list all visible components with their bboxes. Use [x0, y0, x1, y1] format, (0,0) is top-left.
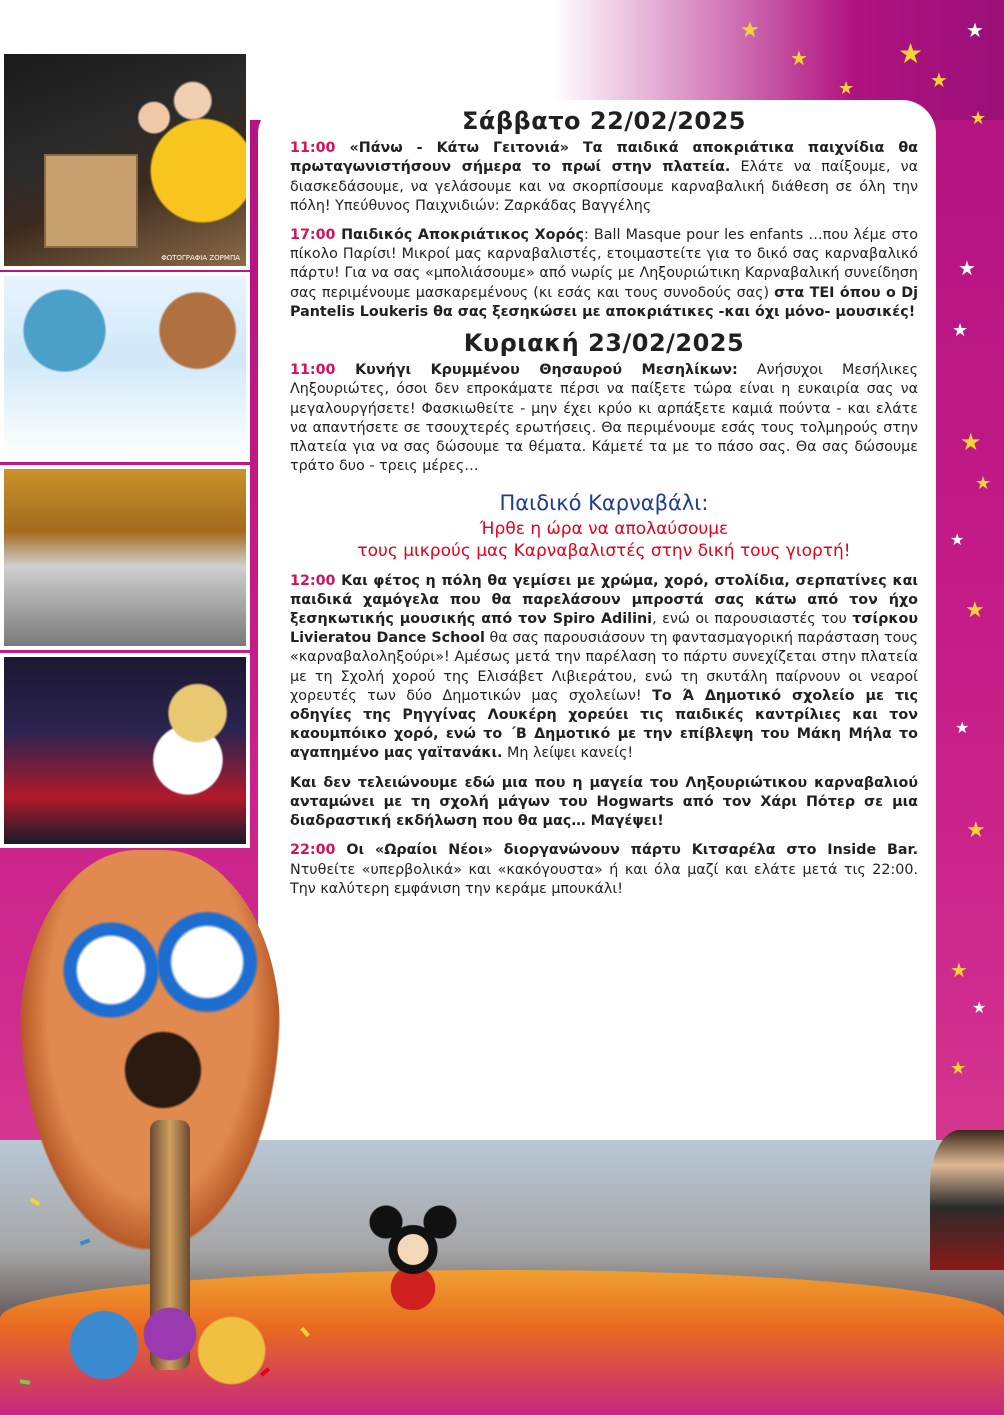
event-title: Παιδικός Αποκριάτικος Χορός	[335, 227, 584, 244]
mouse-mascot-figure	[368, 1200, 458, 1310]
photo-kids-painting	[0, 272, 250, 462]
star-icon: ★	[966, 818, 986, 843]
event-title: Οι «Ωραίοι Νέοι» διοργανώνουν πάρτυ Κιτσαρέλα στο Inside Bar.	[335, 842, 918, 859]
star-icon: ★	[950, 958, 968, 982]
star-icon: ★	[960, 428, 982, 456]
event-title: «Πάνω - Κάτω Γειτονιά» Τα παιδικά αποκριάτικα παιχνίδια θα πρωταγωνιστήσουν σήμερα το πρωί στην πλατεία.	[290, 140, 918, 176]
event-description: Ντυθείτε «υπερβολικά» και «κακόγουστα» ή και όλα μαζί και ελάτε μετά τις 22:00. Την καλύτερη εμφάνιση την κεράμε μπουκάλι!	[290, 861, 918, 897]
event-time: 22:00	[290, 842, 336, 859]
star-icon: ★	[975, 473, 992, 494]
event-title: Κυνήγι Κρυμμένου Θησαυρού Μεσηλίκων:	[335, 362, 738, 379]
star-icon: ★	[950, 1058, 967, 1079]
cardboard-box-image	[44, 154, 138, 248]
star-icon: ★	[740, 18, 760, 43]
kids-carnival-header	[290, 491, 918, 561]
day-heading-saturday: Σάββατο 22/02/2025	[461, 107, 746, 135]
event-description: , ενώ οι παρουσιαστές του	[652, 611, 853, 628]
star-icon: ★	[965, 598, 985, 623]
event-description: : Ball Masque pour les enfants …που λέμε στο πίκολο Παρίσι! Μικροί μας καρναβαλιστές, ετοιμαστείτε για το δικό σας καρναβαλικό πάρτυ! Για να σας «μπολιάσουμε» από νωρίς με Ληξουριώτικη Καρναβαλική συνείδηση σας περιμένουμε μασκαρεμένους (κι εσάς και τους συνοδούς σας)	[290, 227, 918, 301]
star-icon: ★	[952, 320, 969, 341]
star-icon: ★	[966, 18, 984, 42]
star-icon: ★	[970, 108, 987, 129]
star-icon: ★	[838, 78, 855, 99]
star-icon: ★	[950, 530, 965, 549]
event-description: Ελάτε να παίξουμε, να διασκεδάσουμε, να γελάσουμε και να σκορπίσουμε καρναβαλική διάθεση σε όλη την πόλη! Υπεύθυνος Παιχνιδιών: Ζαρκάδας Βαγγέλης	[290, 159, 919, 214]
event-2200-party	[290, 841, 918, 899]
hogwarts-paragraph: Και δεν τελειώνουμε εδώ μια που η μαγεία του Ληξουριώτικου καρναβαλιού ανταμώνει με τη σχολή μάγων του Hogwarts από τον Χάρι Πότερ σε μια διαδραστική εκδήλωση που θα μας… Μαγέψει!	[290, 774, 918, 830]
kids-carnival-subtitle-1: Ήρθε η ώρα να απολαύσουμε	[479, 518, 729, 539]
event-1200-parade	[290, 572, 918, 764]
kids-carnival-subtitle-2: τους μικρούς μας Καρναβαλιστές στην δική τους γιορτή!	[357, 540, 851, 561]
photo-adults-game	[0, 50, 250, 270]
event-highlight: Το Ά Δημοτικό σχολείο με τις οδηγίες της Ρηγγίνας Λουκέρη χορεύει τις παιδικές καντρίλιες και τον καουμπόικο χορό, ενώ το ΄Β Δημοτικό με την επίβλεψη του Μάκη Μήλα το αγαπημένο μας γαϊτανάκι.	[290, 687, 918, 762]
event-description: Μη λείψει κανείς!	[502, 745, 634, 762]
day-heading-sunday: Κυριακή 23/02/2025	[463, 329, 745, 358]
event-1700-saturday	[290, 226, 918, 322]
event-time: 12:00	[290, 572, 336, 589]
event-highlight: στα ΤΕΙ όπου ο Dj Pantelis Loukeris θα σας ξεσηκώσει με αποκριάτικες -και όχι μόνο- μουσικές!	[290, 284, 918, 320]
event-highlight: τσίρκου Livieratou Dance School	[290, 611, 918, 647]
star-icon: ★	[955, 718, 970, 737]
gems-illustration	[60, 1290, 280, 1400]
event-1100-saturday	[290, 139, 918, 216]
wizard-figure	[930, 1130, 1004, 1270]
event-1100-sunday	[290, 361, 918, 476]
kids-carnival-title: Παιδικό Καρναβάλι:	[499, 491, 709, 516]
photo-hall-audience	[0, 465, 250, 650]
event-description: Ανήσυχοι Μεσήλικες Ληξουριώτες, όσοι δεν επροκάματε πέρσι να παίξετε τώρα είναι η ευκαιρία σας να μεγαλουργήσετε! Φασκιωθείτε - μην έχει κρύο κι αρπάξετε καμιά πούντα - και ελάτε να απαντήσετε σε τσουχτερές ερωτήσεις. Θα περιμένουμε εσάς τους τολμηρούς στην πλατεία για να σας δώσουμε τα θέματα. Κάμετέ τα με το πάσο σας. Θα σας δώσουμε τράτο δυο - τρεις μέρες…	[290, 362, 919, 475]
star-icon: ★	[790, 46, 808, 70]
star-icon: ★	[930, 68, 948, 92]
star-icon: ★	[898, 37, 924, 70]
photo-credit: ΦΩΤΟΓΡΑΦΙΑ ΖΟΡΜΠΑ	[161, 254, 240, 262]
photo-night-parade	[0, 653, 250, 848]
program-text	[290, 107, 919, 909]
event-title: Και φέτος η πόλη θα γεμίσει με χρώμα, χορό, στολίδια, σερπατίνες και παιδικά χαμόγελα που θα παρελάσουν μπροστά σας κάτω από τον ήχο ξεσηκωτικής μουσικής από τον Spiro Adilini	[290, 572, 918, 628]
event-time: 17:00	[290, 227, 336, 244]
event-description: θα σας παρουσιάσουν τη φαντασμαγορική παράσταση τους «καρναβαλοληξούρι»! Αμέσως μετά την παρέλαση το πάρτυ συνεχίζεται στην πλατεία με τη Σχολή χορού της Ελισάβετ Λιβιεράτου, ενώ τη σκυτάλη παίρνουν οι νεαροί χορευτές των δύο Δημοτικών μας σχολείων!	[290, 630, 918, 704]
star-icon: ★	[958, 256, 976, 280]
event-time: 11:00	[290, 362, 336, 379]
star-icon: ★	[972, 998, 987, 1017]
event-time: 11:00	[290, 140, 336, 157]
